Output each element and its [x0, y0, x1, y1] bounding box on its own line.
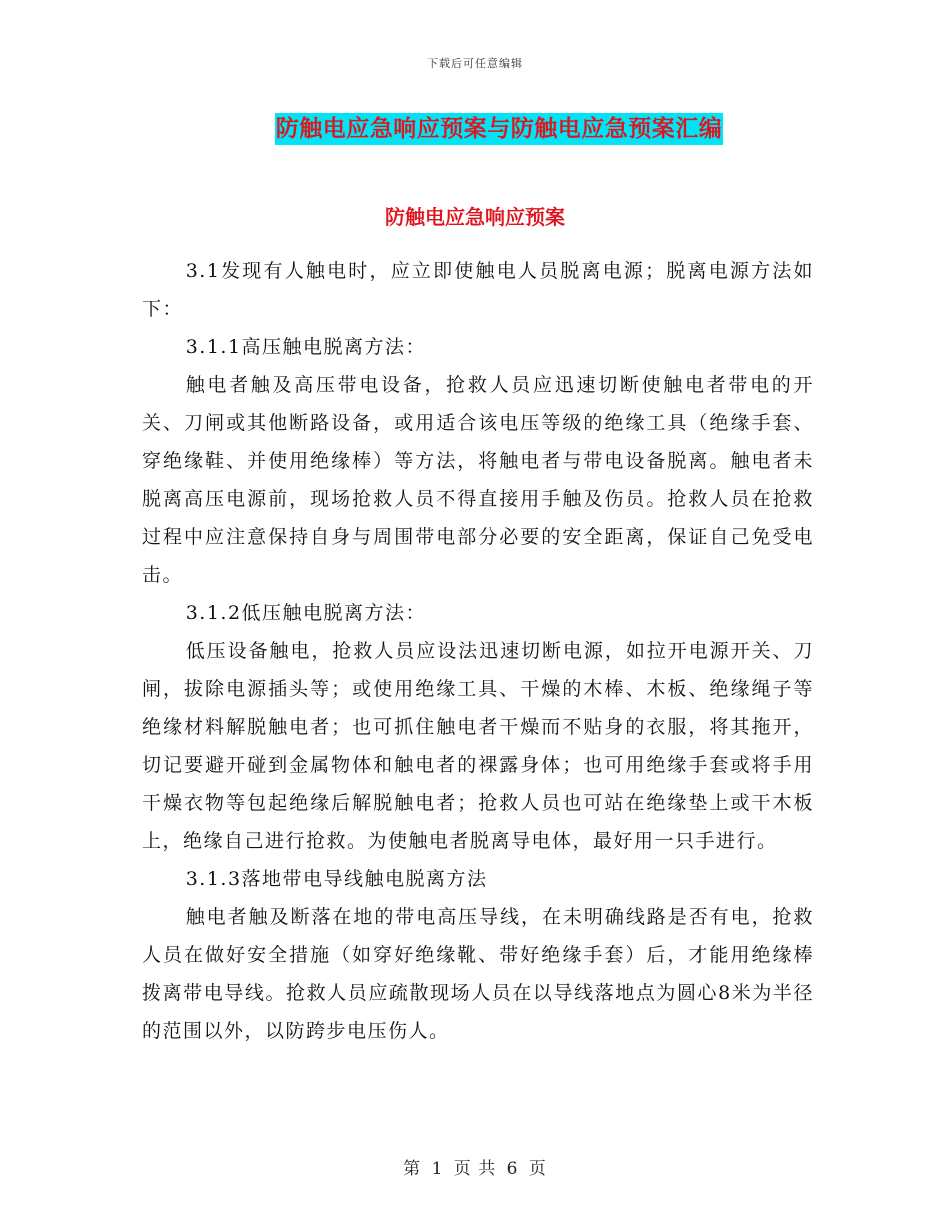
paragraph-3-1: 3.1发现有人触电时，应立即使触电人员脱离电源；脱离电源方法如下： [142, 260, 814, 320]
heading-3-1-2: 3.1.2低压触电脱离方法： [185, 602, 427, 624]
header-note: 下载后可任意编辑 [427, 57, 523, 70]
page-total: 6 [506, 1159, 519, 1179]
footer-suffix: 页 [528, 1159, 547, 1179]
footer-mid: 页 共 [453, 1159, 497, 1179]
main-title: 防触电应急响应预案与防触电应急预案汇编 [275, 113, 724, 145]
page-footer [0, 1154, 950, 1179]
heading-3-1-3: 3.1.3落地带电导线触电脱离方法 [185, 868, 488, 890]
heading-3-1-1: 3.1.1高压触电脱离方法： [185, 336, 427, 358]
section-title: 防触电应急响应预案 [385, 205, 565, 229]
main-title-wrap [0, 113, 950, 145]
paragraph-fallen-wire: 触电者触及断落在地的带电高压导线，在未明确线路是否有电，抢救人员在做好安全措施（如穿好绝缘靴、带好绝缘手套）后，才能用绝缘棒拨离带电导线。抢救人员应疏散现场人员在以导线落地点为圆心8米为半径的范围以外，以防跨步电压伤人。 [142, 906, 814, 1042]
page-number: 1 [431, 1159, 444, 1179]
document-body [142, 252, 814, 1050]
footer-prefix: 第 [403, 1159, 422, 1179]
paragraph-low-voltage: 低压设备触电，抢救人员应设法迅速切断电源，如拉开电源开关、刀闸，拔除电源插头等；或使用绝缘工具、干燥的木棒、木板、绝缘绳子等绝缘材料解脱触电者；也可抓住触电者干燥而不贴身的衣服，将其拖开，切记要避开碰到金属物体和触电者的裸露身体；也可用绝缘手套或将手用干燥衣物等包起绝缘后解脱触电者；抢救人员也可站在绝缘垫上或干木板上，绝缘自己进行抢救。为使触电者脱离导电体，最好用一只手进行。 [142, 640, 814, 852]
paragraph-high-voltage: 触电者触及高压带电设备，抢救人员应迅速切断使触电者带电的开关、刀闸或其他断路设备，或用适合该电压等级的绝缘工具（绝缘手套、穿绝缘鞋、并使用绝缘棒）等方法，将触电者与带电设备脱离。触电者未脱离高压电源前，现场抢救人员不得直接用手触及伤员。抢救人员在抢救过程中应注意保持自身与周围带电部分必要的安全距离，保证自己免受电击。 [142, 374, 814, 586]
